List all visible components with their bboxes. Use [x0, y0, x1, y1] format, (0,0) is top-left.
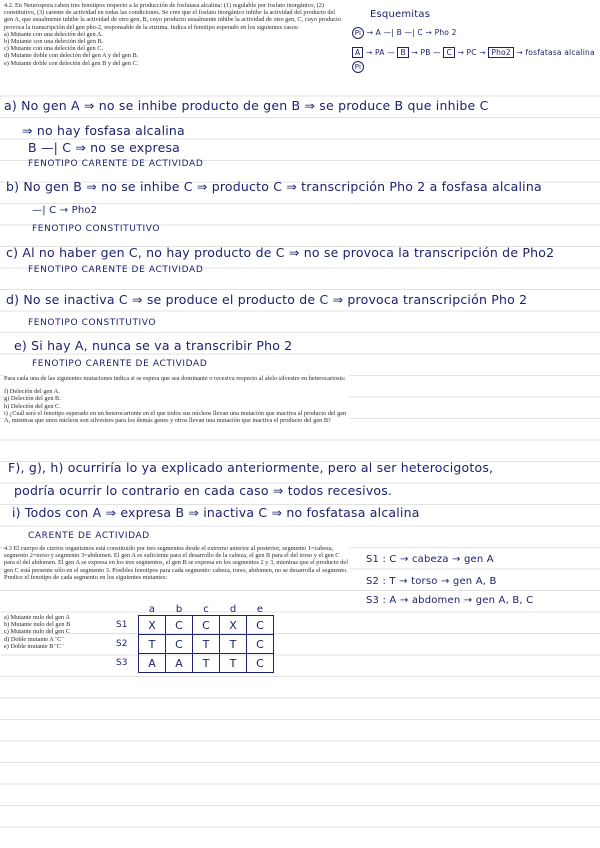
problem-statement: 4.2. En Neurospora caben tres fenotipos respecto a la producción de fosfatasa alcalina: (1) regulable por fosfato inorgánico, (2) constitutivo, (3) carente de actividad en todas las condiciones. Se cree que el fosfato inorgánico inhibe la actividad del producto del gen A, que usualmente inhibe la actividad de otro gen, B, cuyo producto usualmente inhibe la actividad de otro gen, C, cuyo producto provoca la transcripción del gen pho-2, responsable de la enzima. Indica el fenotipo esperado en los siguientes casos:	[4, 2, 341, 31]
diagram-row-1	[352, 27, 457, 39]
table-cell: C	[166, 616, 193, 635]
table-row	[116, 654, 274, 673]
pi-circle-icon: Pi	[352, 27, 364, 39]
table-cell: T	[193, 654, 220, 673]
answer-d-line1: d) No se inactiva C ⇒ se produce el producto de C ⇒ provoca transcripción Pho 2	[6, 292, 528, 307]
answer-a-line1: a) No gen A ⇒ no se inhibe producto de gen B ⇒ se produce B que inhibe C	[4, 98, 489, 113]
column-header: a	[148, 603, 156, 615]
case-f: f) Deleción del gen A.	[4, 388, 60, 396]
box-pho2: Pho2	[488, 47, 513, 58]
table-row	[116, 635, 274, 654]
arrow-pa: → PA —	[365, 48, 395, 57]
case-4-3-d: d) Doble mutante A⁻C⁻	[4, 635, 65, 643]
problem-4-3-statement: 4.3 El cuerpo de ciertos organismos está constituido por tres segmentos desde el extremo anterior al posterior, segmento 1=cabeza, segmento 2=torso y segmento 3=abdomen. El gen A es suficiente para el desarrollo de la cabeza, el gen B para el del torso y el gen C para el del abdomen. El gen A se expresa en los tres segmentos, el gen B se expresa en los segmentos 2 y 3, mientras que el producto del gen C está presente sólo en el segmento 3. Posibles fenotipos para cada segmento: cabeza, torso, abdomen, no se desarrolla el segmento. Predice el fenotipo de cada segmento en los siguientes mutantes:	[4, 545, 348, 581]
case-h: h) Deleción del gen C.	[4, 402, 61, 410]
case-4-3-e: e) Doble mutante B⁻C⁻	[4, 642, 65, 650]
answer-e-line1: e) Si hay A, nunca se va a transcribir Pho 2	[14, 338, 293, 353]
table-cell: A	[139, 654, 166, 673]
problem-4-2-part2-text	[4, 375, 349, 424]
part2-statement: Para cada una de las siguientes mutaciones indica si se espera que sea dominante o recesiva respecto al alelo silvestre en heterocariosis:	[4, 375, 346, 382]
answer-b-line2: —| C → Pho2	[32, 205, 98, 216]
table-cell: T	[220, 635, 247, 654]
case-4-3-c: c) Mutante nulo del gen C	[4, 628, 70, 636]
segment-phenotype-table	[116, 603, 274, 673]
answer-c-line1: c) Al no haber gen C, no hay producto de C ⇒ no se provoca la transcripción de Pho2	[6, 245, 555, 260]
table-cell: C	[247, 654, 274, 673]
table-cell: C	[193, 616, 220, 635]
problem-4-3-cases	[4, 614, 114, 650]
answer-b-phenotype: FENOTIPO CONSTITUTIVO	[32, 224, 161, 234]
row-label: S3	[116, 658, 128, 668]
answer-c-phenotype: FENOTIPO CARENTE DE ACTIVIDAD	[28, 265, 204, 275]
table-cell: C	[247, 616, 274, 635]
box-c: C	[443, 47, 454, 58]
case-4-3-a: a) Mutante nulo del gen A	[4, 614, 70, 621]
row-label: S1	[116, 620, 128, 630]
table-cell: T	[139, 635, 166, 654]
answer-e-phenotype: FENOTIPO CARENTE DE ACTIVIDAD	[32, 359, 208, 369]
case-d: d) Mutante doble con deleción del gen A y del gen B.	[4, 52, 139, 60]
row-label: S2	[116, 639, 128, 649]
table-cell: C	[166, 635, 193, 654]
answer-b-line1: b) No gen B ⇒ no se inhibe C ⇒ producto C ⇒ transcripción Pho 2 a fosfasa alcalina	[6, 179, 542, 194]
answer-i-line1: i) Todos con A ⇒ expresa B ⇒ inactiva C ⇒ no fosfatasa alcalina	[12, 505, 420, 520]
table-cell: T	[220, 654, 247, 673]
pi-circle-icon-2: Pi	[352, 61, 364, 73]
case-b: b) Mutante con una deleción del gen B.	[4, 38, 104, 46]
answer-fgh-line2: podría ocurrir lo contrario en cada caso ⇒ todos recesivos.	[14, 483, 393, 498]
table-row	[116, 616, 274, 635]
column-header: e	[256, 603, 264, 615]
arrow-pc: → PC →	[457, 48, 486, 57]
answer-fgh-line1: F), g), h) ocurriría lo ya explicado anteriormente, pero al ser heterocigotos,	[8, 460, 494, 475]
table-header-row	[116, 603, 274, 616]
answer-i-phenotype: CARENTE DE ACTIVIDAD	[28, 531, 150, 541]
problem-4-2-text	[4, 2, 344, 67]
problem-4-3-text	[4, 545, 349, 581]
case-g: g) Deleción del gen B.	[4, 395, 61, 403]
column-header: d	[229, 603, 237, 615]
diagram-row-2	[352, 47, 595, 58]
segment-note-s2: S2 : T → torso → gen A, B	[366, 576, 497, 587]
box-b: B	[397, 47, 408, 58]
table-cell: X	[220, 616, 247, 635]
case-i: i) ¿Cuál será el fenotipo esperado en un heterocarionte en el que todos sus núcleos llevan una mutación que inactiva al producto del gen A, mientras que unos núcleos son silvestres para los demás genes y otros llevan una mutación que inactiva el producto del gen B?	[4, 409, 347, 425]
table-cell: T	[193, 635, 220, 654]
diagram-title: Esquemitas	[370, 9, 431, 20]
arrow-pb: → PB —	[411, 48, 441, 57]
table-cell: C	[247, 635, 274, 654]
segment-note-s3: S3 : A → abdomen → gen A, B, C	[366, 595, 534, 606]
table-cell: X	[139, 616, 166, 635]
table-cell: A	[166, 654, 193, 673]
case-a: a) Mutante con una deleción del gen A.	[4, 30, 103, 38]
answer-a-line3: B —| C ⇒ no se expresa	[28, 140, 181, 155]
column-header: b	[175, 603, 183, 615]
answer-d-phenotype: FENOTIPO CONSTITUTIVO	[28, 318, 157, 328]
answer-a-phenotype: FENOTIPO CARENTE DE ACTIVIDAD	[28, 159, 204, 169]
diagram-row-3	[352, 61, 364, 73]
case-c: c) Mutante con una deleción del gen C.	[4, 45, 103, 53]
diagram-chain: → A —| B —| C → Pho 2	[366, 28, 457, 37]
case-e: e) Mutante doble con deleción del gen B y del gen C.	[4, 59, 139, 67]
case-4-3-b: b) Mutante nulo del gen B	[4, 621, 71, 629]
answer-a-line2: ⇒ no hay fosfasa alcalina	[22, 123, 185, 138]
result-text: → fosfatasa alcalina	[516, 48, 595, 57]
box-a: A	[352, 47, 363, 58]
segment-note-s1: S1 : C → cabeza → gen A	[366, 554, 494, 565]
column-header: c	[203, 603, 209, 615]
